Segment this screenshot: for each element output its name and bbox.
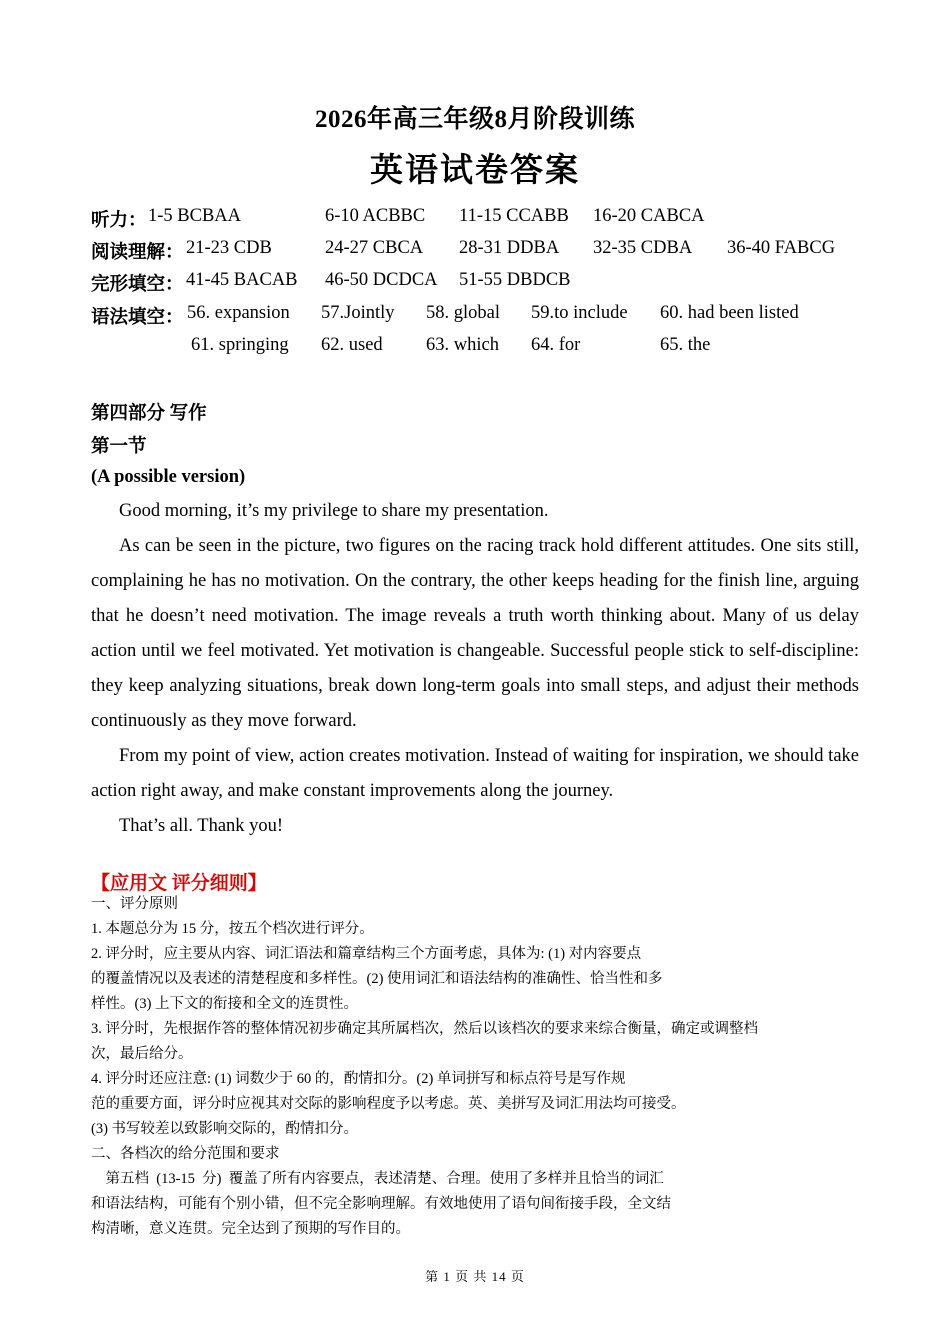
essay-paragraph: Good morning, it’s my privilege to share my presentation. — [119, 501, 549, 521]
answer-item: 16-20 CABCA — [593, 206, 705, 226]
answer-item: 60. had been listed — [660, 303, 799, 323]
rule-line: 1. 本题总分为 15 分，按五个档次进行评分。 — [91, 921, 374, 937]
scoring-rules — [91, 892, 881, 1242]
cloze-label: 完形填空： — [91, 275, 184, 295]
rule-line: 次，最后给分。 — [91, 1046, 193, 1062]
rule-line: 4. 评分时还应注意: (1) 词数少于 60 的，酌情扣分。(2) 单词拼写和标点符号是写作规 — [91, 1071, 626, 1087]
answer-item: 32-35 CDBA — [593, 238, 693, 258]
page-number: 第 1 页 共 14 页 — [425, 1269, 525, 1284]
rule-line: 范的重要方面，评分时应视其对交际的影响程度予以考虑。英、美拼写及词汇用法均可接受。 — [91, 1096, 686, 1112]
rule-line: 第五档 (13-15 分) 覆盖了所有内容要点，表述清楚、合理。使用了多样并且恰当的词汇 — [91, 1171, 664, 1187]
answer-item: 24-27 CBCA — [325, 238, 424, 258]
rule-line: 样性。(3) 上下文的衔接和全文的连贯性。 — [91, 996, 359, 1012]
answer-item: 59.to include — [531, 303, 628, 323]
listening-label: 听力： — [91, 211, 147, 231]
rule-line: 构清晰，意义连贯。完全达到了预期的写作目的。 — [91, 1221, 410, 1237]
answer-item: 28-31 DDBA — [459, 238, 560, 258]
answer-item: 64. for — [531, 335, 581, 355]
answer-item: 61. springing — [191, 335, 289, 355]
reading-label: 阅读理解： — [91, 243, 184, 263]
essay-paragraph: That’s all. Thank you! — [119, 816, 284, 836]
rule-line: 和语法结构，可能有个别小错，但不完全影响理解。有效地使用了语句间衔接手段，全文结 — [91, 1196, 671, 1212]
answer-item: 41-45 BACAB — [186, 270, 298, 290]
version-label: (A possible version) — [91, 467, 246, 487]
essay-paragraph: From my point of view, action creates motivation. Instead of waiting for inspiration, we should take action right away, and make constant improvements along the journey. — [91, 746, 859, 801]
answer-key-title: 英语试卷答案 — [370, 153, 580, 189]
rule-line: 2. 评分时，应主要从内容、词汇语法和篇章结构三个方面考虑，具体为: (1) 对内容要点 — [91, 946, 642, 962]
rule-line: 的覆盖情况以及表述的清楚程度和多样性。(2) 使用词汇和语法结构的准确性、恰当性和多 — [91, 971, 663, 987]
section-title: 第一节 — [91, 437, 147, 457]
rule-line: 3. 评分时，先根据作答的整体情况初步确定其所属档次，然后以该档次的要求来综合衡量，确定或调整档 — [91, 1021, 758, 1037]
rule-line: 二、各档次的给分范围和要求 — [91, 1146, 280, 1162]
answer-item: 56. expansion — [187, 303, 290, 323]
answer-item: 1-5 BCBAA — [148, 206, 242, 226]
rule-line: 一、评分原则 — [91, 896, 178, 912]
exam-title: 2026年高三年级8月阶段训练 — [314, 106, 635, 133]
essay-paragraph: As can be seen in the picture, two figures on the racing track hold different attitudes. One sits still, complaining he has no motivation. On the contrary, the other keeps heading for the finish line, arguing that he doesn’t need motivation. The image reveals a truth worth thinking about. Many of us delay action until we feel motivated. Yet motivation is changeable. Successful people stick to self-discipline: they keep analyzing situations, break down long-term goals into small steps, and adjust their methods continuously as they move forward. — [91, 536, 859, 731]
answer-item: 51-55 DBDCB — [459, 270, 571, 290]
answer-item: 57.Jointly — [321, 303, 395, 323]
answer-item: 58. global — [426, 303, 500, 323]
scoring-title: 【应用文 评分细则】 — [91, 873, 267, 894]
answer-item: 6-10 ACBBC — [325, 206, 426, 226]
sample-essay — [91, 494, 859, 844]
answer-item: 65. the — [660, 335, 711, 355]
grammar-label: 语法填空： — [91, 308, 184, 328]
answer-item: 11-15 CCABB — [459, 206, 569, 226]
answer-item: 63. which — [426, 335, 499, 355]
part-title: 第四部分 写作 — [91, 404, 207, 424]
rule-line: (3) 书写较差以致影响交际的，酌情扣分。 — [91, 1121, 359, 1137]
answer-item: 46-50 DCDCA — [325, 270, 438, 290]
answer-item: 36-40 FABCG — [727, 238, 836, 258]
answer-item: 62. used — [321, 335, 383, 355]
answer-item: 21-23 CDB — [186, 238, 272, 258]
